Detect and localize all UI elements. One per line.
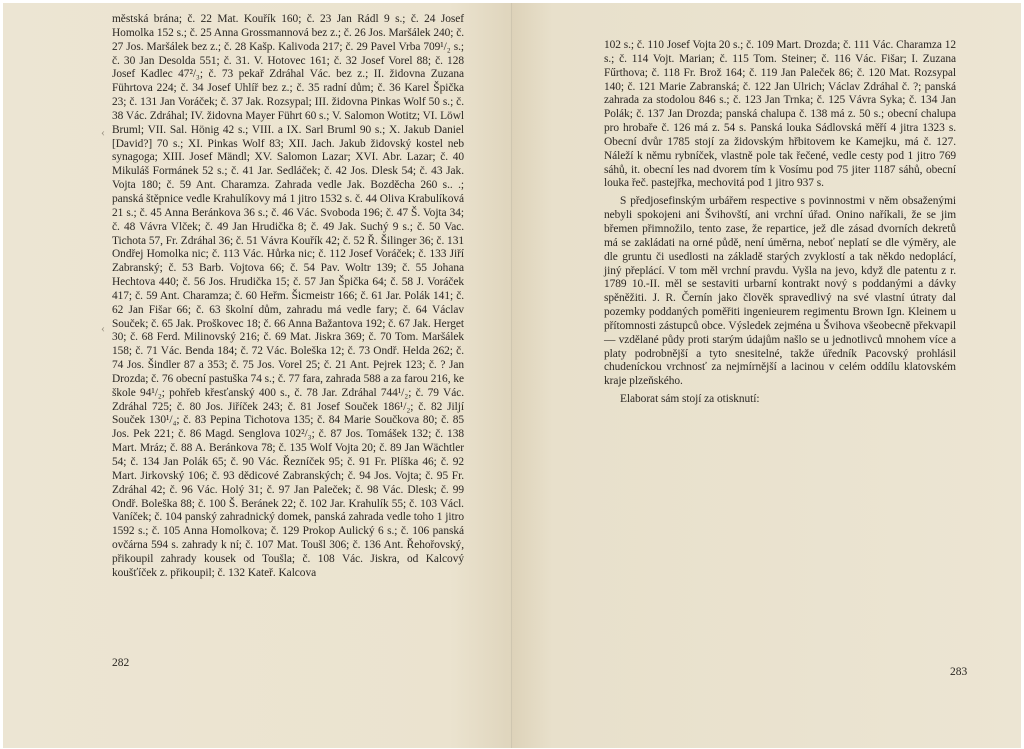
right-paragraph-2: S předjosefinským urbářem respective s povinnostmi v něm obsaženými nebyli spokojeni ani Švihovští, ani vrchní úřad. Onino naříkali, že se jim břemen přimnožilo, tento zase, že repartice, jež dle zásad dvorních dekretů má se zakládati na orné půdě, není úměrna, neboť neplatí se dle výměry, ale dle gruntu či usedlosti na základě starých zvyklostí a tak někdo nedoplácí, jiný přeplácí. V tom měl vrchní pravdu. Vyšla na jevo, když dle patentu z r. 1789 10.-II. měl se sestaviti urbarní kontrakt nový s poddanými a dávky spěněžiti. J. R. Černín jako člověk spravedlivý na své vlastní útraty dal pozemky poddaných poměřiti ingenieurem regimentu Brown Ign. Kleinem u přítomnosti zástupců obce. Výsledek zejména u Švihova všeobecně překvapil — vzdělané půdy proti starým údajům našlo se u jednotlivců mnohem více a platy podrobnější a tyto snesitelné, takže úředník Pacovský prohlásil chudeníckou vrchnosť za nejmírnější a lacinou v celém oddílu klatovském kraje plzeňského.: [604, 195, 956, 388]
margin-mark: ‹: [101, 125, 105, 139]
right-page: [512, 3, 1021, 748]
page-number-right: 283: [950, 666, 968, 678]
left-page-text: [112, 13, 464, 581]
margin-mark: ‹: [101, 321, 105, 335]
left-paragraph: městská brána; č. 22 Mat. Kouřík 160; č. 23 Jan Rádl 9 s.; č. 24 Josef Homolka 152 s.; č. 25 Anna Grossmannová bez z.; č. 26 Jos. Maršálek 240; č. 27 Jos. Maršálek bez z.; č. 28 Kašp. Kalivoda 217; č. 29 Pavel Vrba 709¹/₂ s.; č. 30 Jan Desolda 551; č. 31. V. Hotovec 161; č. 32 Josef Vorel 88; č. 128 Josef Kadlec 47²/₃; č. 73 pekař Zdráhal Vác. bez z.; II. židovna Zuzana Führtova 224; č. 34 Josef Uhlíř bez z.; č. 35 radní dům; č. 36 Karel Špička 23; č. 131 Jan Voráček; č. 37 Jak. Rozsypal; III. židovna Pinkas Wolf 50 s.; č. 38 Vác. Zdráhal; IV. židovna Mayer Führt 60 s.; V. Salomon Wotitz; VI. Löwl Bruml; VII. Sal. Hönig 42 s.; VIII. a IX. Sarl Bruml 90 s.; X. Jakub Daniel [David?] 70 s.; XI. Pinkas Wolf 83; XII. Jach. Jakub židovský kostel neb synagoga; XIII. Josef Mändl; XV. Salomon Lazar; XVI. Abr. Lazar; č. 40 Mikuláš Formánek 52 s.; č. 41 Jar. Sedláček; č. 42 Jos. Dlesk 54; č. 43 Jak. Vojta 180; č. 59 Ant. Charamza. Zahrada vedle Jak. Bozděcha 260 s.. .; panská štěpnice vedle Krahulíkovy má 1 jitro 1532 s. č. 44 Oliva Krabulíková 21 s.; č. 45 Anna Beránkova 36 s.; č. 46 Vác. Svoboda 196; č. 47 Š. Vojta 34; č. 48 Vávra Vlček; č. 49 Jan Hrudička 8; č. 49 Jak. Suchý 9 s.; č. 50 Vac. Tichota 57, Fr. Zdráhal 36; č. 51 Vávra Kouřík 42; č. 52 Ř. Šilinger 36; č. 131 Ondřej Homolka nic; č. 113 Vác. Hůrka nic; č. 112 Josef Voráček; č. 133 Jiří Zabranský; č. 53 Barb. Vojtova 66; č. 54 Pav. Woltr 139; č. 55 Johana Hechtova 440; č. 56 Jos. Hrudička 15; č. 57 Jan Špička 64; č. 58 J. Voráček 417; č. 59 Ant. Charamza; č. 60 Heřm. Šicmeistr 166; č. 61 Jar. Polák 141; č. 62 Jan Fišar 66; č. 63 školní dům, zahradu má vedle fary; č. 64 Václav Souček; č. 65 Jak. Proškovec 18; č. 66 Anna Bažantova 192; č. 67 Jak. Herget 30; č. 68 Ferd. Milinovský 216; č. 69 Mat. Jiskra 369; č. 70 Tom. Maršálek 158; č. 71 Vác. Benda 184; č. 72 Vác. Boleška 12; č. 73 Ondř. Helda 262; č. 74 Jos. Šindler 87 a 353; č. 75 Jos. Vorel 25; č. 21 Ant. Pejrek 123; č. ? Jan Drozda; č. 76 obecní pastuška 74 s.; č. 77 fara, zahrada 588 a za farou 216, ke škole 94¹/₂; pohřeb křesťanský 400 s., č. 78 Jar. Zdráhal 744¹/₂; č. 79 Vác. Zdráhal 725; č. 80 Jos. Jiříček 243; č. 81 Josef Souček 186¹/₂; č. 82 Jiljí Souček 130¹/₄; č. 83 Pepina Tichotova 135; č. 84 Marie Součkova 80; č. 85 Jos. Pek 221; č. 86 Magd. Senglova 102²/₃; č. 87 Jos. Tomášek 132; č. 138 Mart. Mráz; č. 88 A. Beránkova 78; č. 135 Wolf Vojta 20; č. 89 Jan Wächtler 54; č. 134 Jan Polák 65; č. 90 Vác. Řezníček 95; č. 91 Fr. Plíška 46; č. 92 Mart. Jirkovský 106; č. 93 dědicové Zabranských; č. 94 Jos. Vojta; č. 95 Fr. Zdráhal 42; č. 96 Vác. Holý 31; č. 97 Jan Paleček; č. 98 Vác. Dlesk; č. 99 Ondř. Boleška 88; č. 100 Š. Beránek 22; č. 102 Jar. Krahulík 55; č. 103 Václ. Vaníček; č. 104 panský zahradnický domek, panská zahrada vedle toho 1 jitro 1592 s.; č. 105 Anna Homolkova; č. 129 Prokop Aulický 6 s.; č. 106 panská ovčárna 594 s. zahrady k ní; č. 107 Mat. Toušl 306; č. 136 Ant. Řehořovský, přikoupil zahrady kousek od Toušla; č. 108 Vác. Jiskra, od Kalcový koušťíček z. přikoupil; č. 132 Kateř. Kalcova: [112, 13, 464, 579]
page-number-left: 282: [112, 657, 130, 669]
right-paragraph-1: 102 s.; č. 110 Josef Vojta 20 s.; č. 109 Mart. Drozda; č. 111 Vác. Charamza 12 s.; č. 114 Vojt. Marian; č. 115 Tom. Steiner; č. 116 Vác. Fišar; I. Zuzana Fűrthova; č. 118 Fr. Brož 164; č. 119 Jan Paleček 86; č. 120 Mat. Rozsypal 140; č. 121 Marie Zabranská; č. 122 Jan Ulrich; Václav Zdráhal č. ?; panská zahrada za stodolou 846 s.; č. 123 Jan Trnka; č. 125 Vávra Syka; č. 134 Jan Polák; č. 137 Jan Drozda; panská chalupa č. 138 má z. 50 s.; obecní chalupa pro hrobaře č. 126 má z. 54 s. Panská louka Sádlovská měří 4 jitra 1323 s. Obecní dvůr 1785 stojí za židovským hřbitovem ke Kamejku, má č. 127. Náleží k němu rybníček, vlastně pole tak řečené, vedle cesty pod 1 jitro 769 sáhů, it. obecní les nad dvorem tím k Vosímu pod 75 jiter 1187 sáhů, obecní louka řeč. pastejřka, mechovitá pod 1 jitro 937 s.: [604, 39, 956, 190]
right-page-text: [604, 39, 956, 407]
left-page: [3, 3, 512, 748]
right-paragraph-3: Elaborat sám stojí za otisknutí:: [620, 393, 760, 406]
